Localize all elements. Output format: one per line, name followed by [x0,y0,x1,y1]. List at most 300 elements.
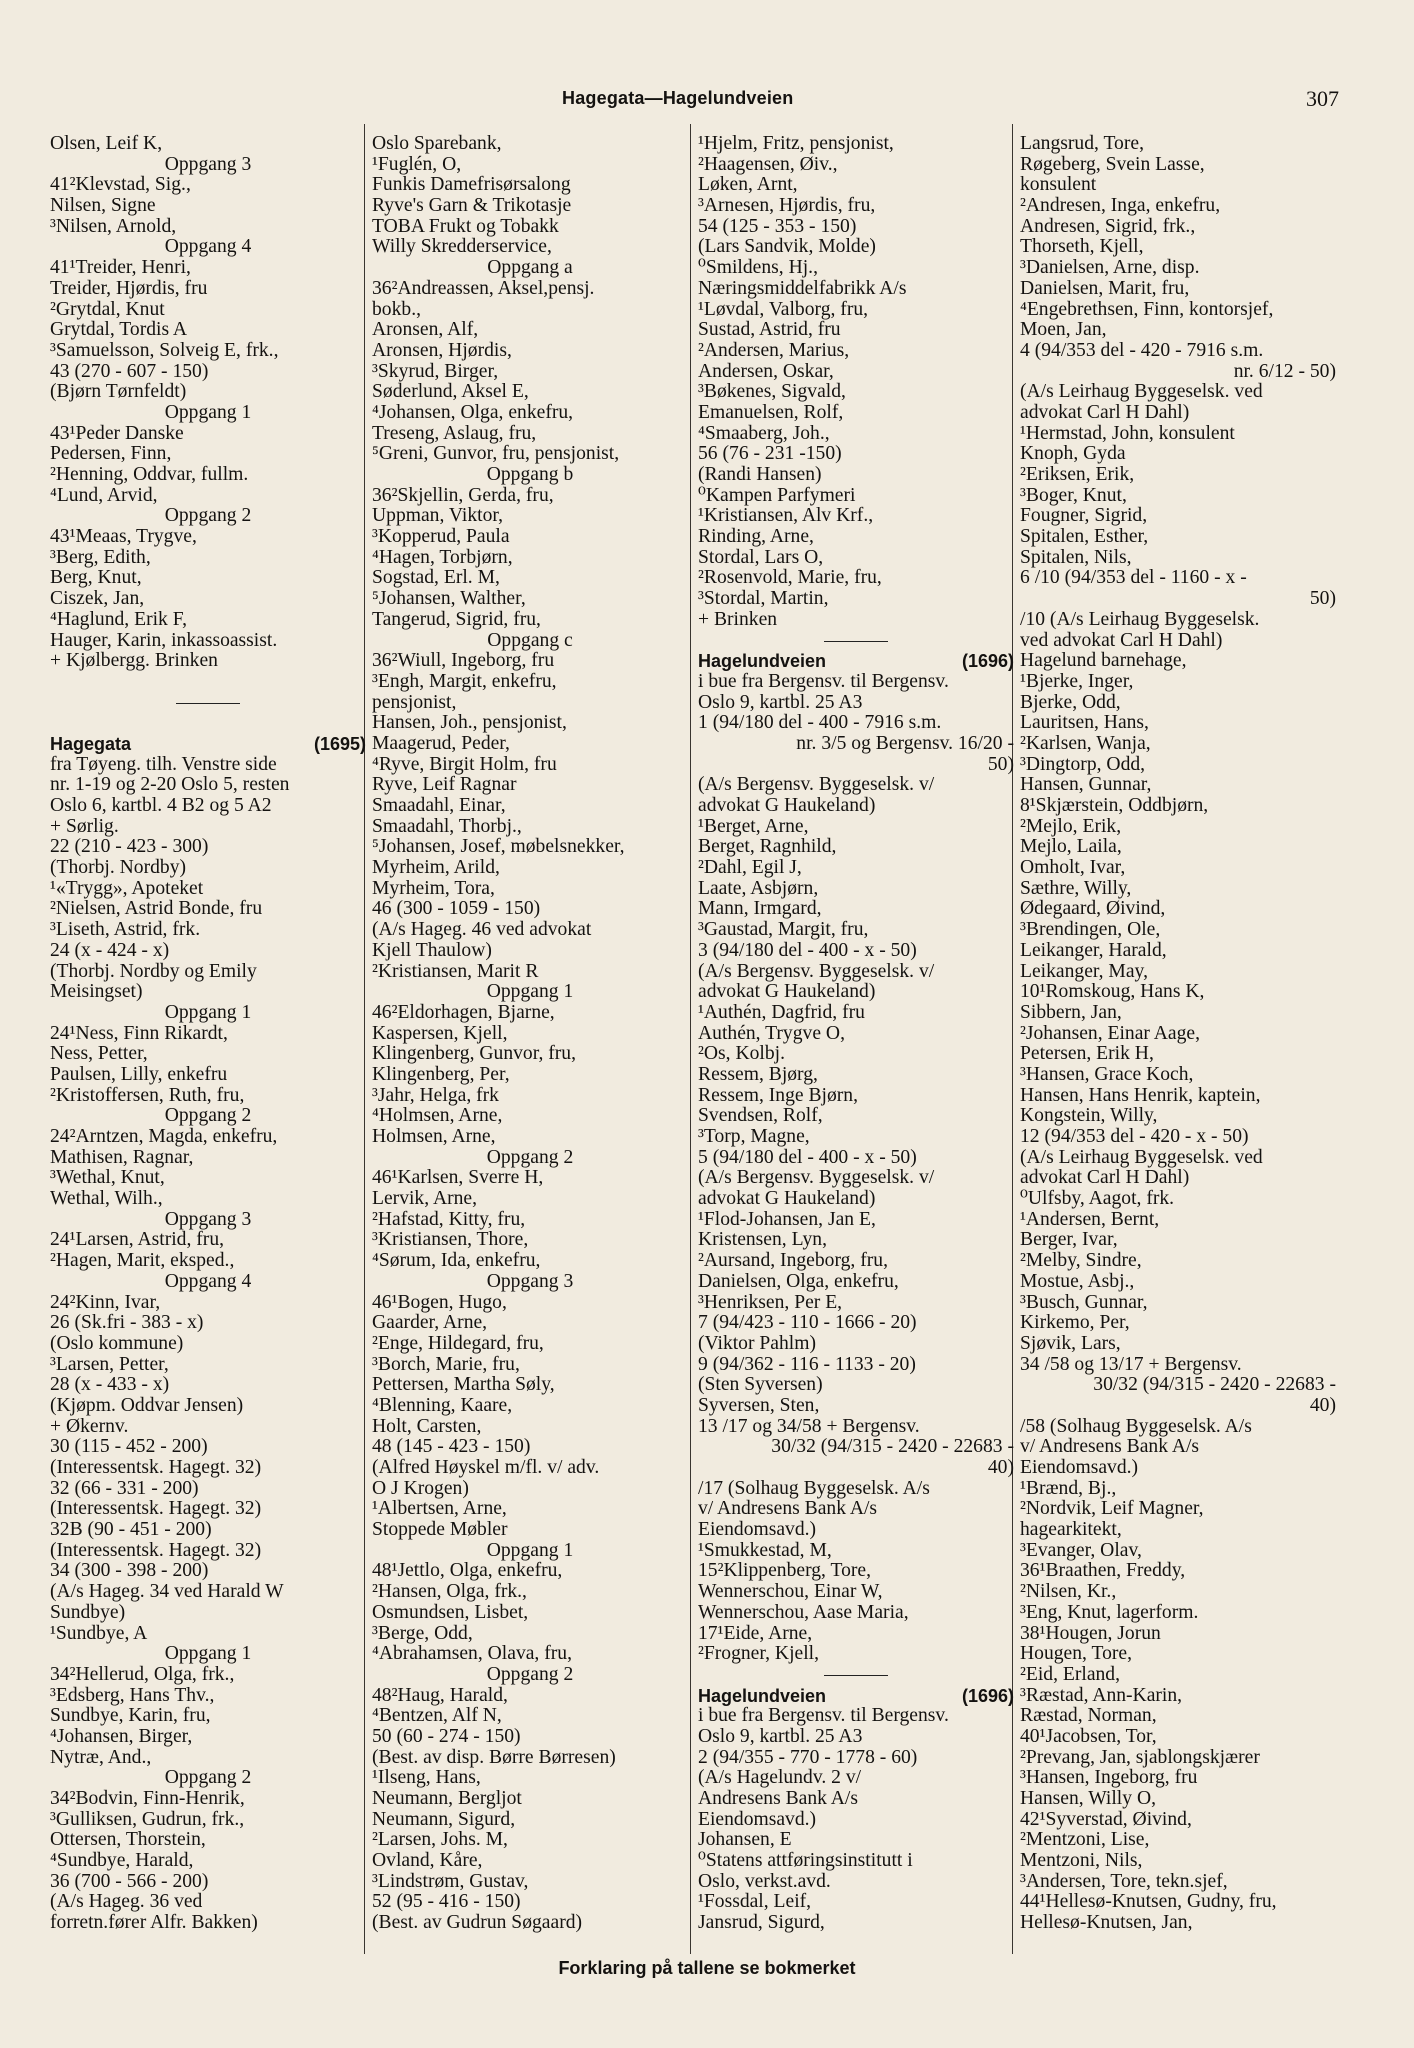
directory-line: Maagerud, Peder, [372,732,510,754]
directory-line: (Thorbj. Nordby og Emily [50,960,257,982]
directory-column-1 [50,134,366,1944]
directory-line: ²Andresen, Inga, enkefru, [1020,195,1221,217]
directory-line: Eiendomsavd.) [1020,1457,1139,1478]
directory-line: 44¹Hellesø-Knutsen, Gudny, fru, [1020,1891,1277,1913]
directory-line: Sogstad, Erl. M, [372,567,500,589]
directory-line: ²Melby, Sindre, [1020,1250,1142,1272]
directory-line: Hagelund barnehage, [1020,650,1187,672]
directory-line: ²Mejlo, Erik, [1020,815,1122,837]
directory-line: Klingenberg, Per, [372,1063,510,1085]
directory-line: pensjonist, [372,691,457,713]
directory-line: ¹Hjelm, Fritz, pensjonist, [698,134,894,154]
directory-line: Berget, Ragnhild, [698,836,837,858]
directory-line: Omholt, Ivar, [1020,857,1126,879]
directory-line: 30/32 (94/315 - 2420 - 22683 - [771,1436,1014,1458]
directory-line: Neumann, Sigurd, [372,1808,516,1830]
directory-line: ¹Løvdal, Valborg, fru, [698,298,869,320]
directory-line: ²Kristoffersen, Ruth, fru, [50,1084,245,1106]
directory-line: Kjell Thaulow) [372,939,492,961]
directory-line: hagearkitekt, [1020,1519,1122,1541]
entrance-label: Oppgang 3 [164,153,252,175]
directory-line: ³Samuelsson, Solveig E, frk., [50,339,279,361]
directory-line: 34²Bodvin, Finn-Henrik, [50,1788,245,1809]
directory-line: Løken, Arnt, [698,174,798,196]
directory-line: 34²Hellerud, Olga, frk., [50,1663,235,1685]
street-heading [698,1686,1014,1707]
directory-line: Meisingset) [50,981,143,1003]
directory-line: Bjerke, Odd, [1020,691,1121,713]
directory-line: ⁴Engebrethsen, Finn, kontorsjef, [1020,298,1274,320]
directory-line: forretn.fører Alfr. Bakken) [50,1912,258,1934]
directory-line: Berg, Knut, [50,567,142,589]
entrance-label: Oppgang 2 [164,505,252,527]
directory-line: ³Jahr, Helga, frk [372,1084,499,1106]
directory-line: ⁴Haglund, Erik F, [50,608,187,630]
directory-line: + Sørlig. [50,815,119,837]
directory-line: 41¹Treider, Henri, [50,257,191,279]
directory-line: ⁰Kampen Parfymeri [698,484,856,506]
directory-line: ¹Authén, Dagfrid, fru [698,1001,865,1023]
directory-line: bokb., [372,298,421,320]
directory-line: Knoph, Gyda [1020,443,1126,465]
directory-line: Sjøvik, Lars, [1020,1332,1121,1354]
directory-line: 48²Haug, Harald, [372,1684,508,1706]
directory-line: 41²Klevstad, Sig., [50,174,191,196]
directory-line: ³Arnesen, Hjørdis, fru, [698,195,876,217]
directory-line: (Viktor Pahlm) [698,1332,817,1354]
directory-line: Andresens Bank A/s [698,1788,859,1809]
directory-line: (A/s Hagelundv. 2 v/ [698,1767,862,1789]
directory-line: (A/s Bergensv. Byggeselsk. v/ [698,1167,935,1189]
directory-line: i bue fra Bergensv. til Bergensv. [698,1705,949,1727]
directory-line: Hauger, Karin, inkassoassist. [50,629,278,651]
directory-line: Petersen, Erik H, [1020,1043,1154,1065]
entrance-label: Oppgang 1 [486,1539,574,1561]
directory-line: ³Stordal, Martin, [698,588,829,610]
directory-line: Wennerschou, Aase Maria, [698,1601,909,1623]
entrance-label: Oppgang 2 [164,1105,252,1127]
directory-line: ²Nilsen, Kr., [1020,1581,1117,1603]
directory-line: ³Berg, Edith, [50,546,151,568]
directory-line: 24²Kinn, Ivar, [50,1291,161,1313]
directory-line: Mejlo, Laila, [1020,836,1122,858]
directory-line: 10¹Romskoug, Hans K, [1020,981,1205,1003]
directory-line: Holmsen, Arne, [372,1126,496,1147]
directory-line: Jansrud, Sigurd, [698,1912,825,1934]
directory-line: + Kjølbergg. Brinken [50,650,218,672]
directory-line: 34 /58 og 13/17 + Bergensv. [1020,1353,1242,1375]
directory-line: Røgeberg, Svein Lasse, [1020,153,1205,175]
directory-line: ²Haagensen, Øiv., [698,153,838,175]
directory-line: Neumann, Bergljot [372,1788,522,1809]
directory-line: 43 (270 - 607 - 150) [50,360,209,382]
directory-line: ³Evanger, Olav, [1020,1539,1142,1561]
entrance-label: Oppgang 1 [486,981,574,1003]
directory-line: Treseng, Aslaug, fru, [372,422,537,444]
directory-line: Spitalen, Nils, [1020,546,1132,568]
directory-line: Danielsen, Olga, enkefru, [698,1270,899,1292]
directory-line: + Økernv. [50,1415,129,1437]
directory-line: Moen, Jan, [1020,319,1107,341]
directory-line: Stordal, Lars O, [698,546,824,568]
directory-line: Stoppede Møbler [372,1519,508,1541]
directory-line: (Interessentsk. Hagegt. 32) [50,1457,262,1478]
street-name: Hagelundveien [698,651,827,672]
directory-line: ²Eriksen, Erik, [1020,464,1135,485]
directory-line: ²Andersen, Marius, [698,339,850,361]
directory-line: 40¹Jacobsen, Tor, [1020,1725,1157,1747]
directory-line: 50 (60 - 274 - 150) [372,1725,521,1747]
street-code: (1695) [313,733,366,754]
directory-line: (A/s Hageg. 34 ved Harald W [50,1581,284,1603]
directory-line: Oslo, verkst.avd. [698,1870,831,1892]
directory-line: ³Dingtorp, Odd, [1020,753,1146,775]
directory-line: Funkis Damefrisørsalong [372,174,571,196]
directory-line: advokat G Haukeland) [698,981,876,1003]
directory-line: 34 (300 - 398 - 200) [50,1560,209,1582]
directory-line: Oslo 6, kartbl. 4 B2 og 5 A2 [50,795,272,816]
directory-line: ³Danielsen, Arne, disp. [1020,257,1200,279]
directory-line: Sundbye, Karin, fru, [50,1705,211,1727]
entrance-label: Oppgang 1 [164,1643,252,1665]
directory-line: 24²Arntzen, Magda, enkefru, [50,1126,278,1147]
directory-line: (Kjøpm. Oddvar Jensen) [50,1394,244,1416]
directory-line: 28 (x - 433 - x) [50,1374,170,1396]
directory-line: Smaadahl, Thorbj., [372,815,522,837]
directory-line: 42¹Syverstad, Øivind, [1020,1808,1192,1830]
directory-line: ⁰Ulfsby, Aagot, frk. [1020,1188,1175,1210]
directory-line: /58 (Solhaug Byggeselsk. A/s [1020,1415,1252,1437]
directory-line: Myrheim, Tora, [372,877,495,899]
directory-line: Andresen, Sigrid, frk., [1020,215,1196,237]
directory-line: v/ Andresens Bank A/s [698,1498,878,1520]
directory-line: Paulsen, Lilly, enkefru [50,1063,228,1085]
directory-line: ³Hansen, Grace Koch, [1020,1063,1194,1085]
directory-line: Berger, Ivar, [1020,1229,1118,1251]
directory-line: ⁰Smildens, Hj., [698,257,818,279]
directory-line: ²Eid, Erland, [1020,1663,1121,1685]
directory-line: 32 (66 - 331 - 200) [50,1477,199,1499]
directory-line: 8¹Skjærstein, Oddbjørn, [1020,795,1209,816]
directory-line: ²Johansen, Einar Aage, [1020,1022,1200,1044]
directory-line: 30/32 (94/315 - 2420 - 22683 - [1093,1374,1336,1396]
entrance-label: Oppgang 1 [164,401,252,423]
directory-line: Danielsen, Marit, fru, [1020,277,1190,299]
directory-line: (A/s Leirhaug Byggeselsk. ved [1020,1146,1263,1168]
directory-line: ³Hansen, Ingeborg, fru [1020,1767,1198,1789]
directory-line: Kaspersen, Kjell, [372,1022,508,1044]
directory-line: ³Engh, Margit, enkefru, [372,670,557,692]
directory-line: Sæthre, Willy, [1020,877,1132,899]
directory-line: ²Prevang, Jan, sjablongskjærer [1020,1746,1260,1768]
directory-line: Fougner, Sigrid, [1020,505,1148,527]
directory-line: 4 (94/353 del - 420 - 7916 s.m. [1020,339,1264,361]
directory-line: Willy Skredderservice, [372,236,552,258]
directory-line: 50) [1309,588,1336,610]
directory-line: 46¹Karlsen, Sverre H, [372,1167,544,1189]
directory-line: ⁴Johansen, Olga, enkefru, [372,401,574,423]
directory-line: 24¹Ness, Finn Rikardt, [50,1022,228,1044]
directory-line: 7 (94/423 - 110 - 1666 - 20) [698,1312,917,1334]
directory-line: Sundbye) [50,1601,126,1623]
directory-line: ³Gulliksen, Gudrun, frk., [50,1808,245,1830]
directory-line: Wethal, Wilh., [50,1188,163,1210]
directory-line: Myrheim, Arild, [372,857,500,879]
directory-line: Eiendomsavd.) [698,1519,817,1541]
directory-line: advokat Carl H Dahl) [1020,401,1190,423]
directory-line: ³Lindstrøm, Gustav, [372,1870,529,1892]
directory-line: 54 (125 - 353 - 150) [698,215,857,237]
directory-line: Treider, Hjørdis, fru [50,277,208,299]
directory-line: 22 (210 - 423 - 300) [50,836,209,858]
directory-line: ⁴Hagen, Torbjørn, [372,546,513,568]
directory-line: advokat Carl H Dahl) [1020,1167,1190,1189]
directory-column-3 [698,134,1014,1944]
directory-line: ¹Berget, Arne, [698,815,809,837]
entrance-label: Oppgang 3 [164,1208,252,1230]
directory-line: (Bjørn Tørnfeldt) [50,381,187,403]
directory-line: (A/s Bergensv. Byggeselsk. v/ [698,774,935,796]
directory-line: 40) [987,1457,1014,1478]
directory-line: ³Boger, Knut, [1020,484,1127,506]
directory-line: Lervik, Arne, [372,1188,478,1210]
directory-line: ²Enge, Hildegard, fru, [372,1332,544,1354]
directory-line: ²Hafstad, Kitty, fru, [372,1208,526,1230]
directory-line: Wennerschou, Einar W, [698,1581,883,1603]
directory-line: ²Aursand, Ingeborg, fru, [698,1250,888,1272]
directory-line: ²Dahl, Egil J, [698,857,802,879]
directory-line: Nytræ, And., [50,1746,152,1768]
directory-line: ³Andersen, Tore, tekn.sjef, [1020,1870,1228,1892]
directory-line: ⁴Holmsen, Arne, [372,1105,503,1127]
page-number: 307 [1306,86,1339,111]
directory-line: 46¹Bogen, Hugo, [372,1291,507,1313]
directory-line: 46 (300 - 1059 - 150) [372,898,541,920]
directory-line: (A/s Bergensv. Byggeselsk. v/ [698,960,935,982]
directory-line: ³Kopperud, Paula [372,526,510,548]
directory-line: Søderlund, Aksel E, [372,381,529,403]
directory-line: 3 (94/180 del - 400 - x - 50) [698,939,917,961]
directory-line: ³Eng, Knut, lagerform. [1020,1601,1199,1623]
directory-line: Oslo 9, kartbl. 25 A3 [698,691,863,713]
directory-line: Mostue, Asbj., [1020,1270,1135,1292]
entrance-label: Oppgang 3 [486,1270,574,1292]
section-rule [50,693,366,714]
street-code: (1696) [961,1685,1014,1706]
directory-line: ⁴Ryve, Birgit Holm, fru [372,753,557,775]
entrance-label: Oppgang 2 [486,1146,574,1168]
directory-line: Laate, Asbjørn, [698,877,819,899]
directory-line: 36¹Braathen, Freddy, [1020,1560,1186,1582]
directory-line: Olsen, Leif K, [50,134,163,154]
directory-line: Kristensen, Lyn, [698,1229,827,1251]
section-rule [698,1665,1014,1686]
directory-line: (Sten Syversen) [698,1374,823,1396]
directory-line: 38¹Hougen, Jorun [1020,1622,1161,1644]
street-name: Hagegata [50,733,132,754]
directory-line: ¹Andersen, Bernt, [1020,1208,1160,1230]
directory-line: nr. 6/12 - 50) [1233,360,1336,382]
directory-line: Authén, Trygve O, [698,1022,845,1044]
directory-line: 56 (76 - 231 -150) [698,443,842,465]
directory-line: 13 /17 og 34/58 + Bergensv. [698,1415,920,1437]
directory-line: ³Brendingen, Ole, [1020,919,1161,941]
directory-line: 36²Skjellin, Gerda, fru, [372,484,554,506]
directory-line: (Thorbj. Nordby) [50,857,187,879]
directory-line: ²Frogner, Kjell, [698,1643,819,1665]
directory-line: 48¹Jettlo, Olga, enkefru, [372,1560,563,1582]
directory-line: Sibbern, Jan, [1020,1001,1122,1023]
section-rule [698,631,1014,652]
directory-line: Aronsen, Alf, [372,319,479,341]
directory-line: 1 (94/180 del - 400 - 7916 s.m. [698,712,942,734]
directory-line: 48 (145 - 423 - 150) [372,1436,531,1458]
directory-line: ⁴Sundbye, Harald, [50,1850,194,1872]
directory-line: nr. 1-19 og 2-20 Oslo 5, resten [50,774,290,796]
directory-line: 46²Eldorhagen, Bjarne, [372,1001,555,1023]
directory-line: 32B (90 - 451 - 200) [50,1519,212,1541]
directory-line: ²Mentzoni, Lise, [1020,1829,1150,1851]
directory-line: Ottersen, Thorstein, [50,1829,206,1851]
directory-line: ⁰Statens attføringsinstitutt i [698,1850,913,1872]
directory-line: Ovland, Kåre, [372,1850,483,1872]
directory-line: ³Kristiansen, Thore, [372,1229,529,1251]
directory-column-4 [1020,134,1336,1944]
directory-line: Svendsen, Rolf, [698,1105,823,1127]
directory-line: ²Hansen, Olga, frk., [372,1581,527,1603]
directory-line: ⁵Greni, Gunvor, fru, pensjonist, [372,443,620,465]
directory-line: ¹Brænd, Bj., [1020,1477,1117,1499]
directory-line: ²Larsen, Johs. M, [372,1829,508,1851]
directory-line: (Best. av Gudrun Søgaard) [372,1912,583,1934]
directory-line: Tangerud, Sigrid, fru, [372,608,541,630]
directory-line: ²Rosenvold, Marie, fru, [698,567,882,589]
directory-line: 15²Klippenberg, Tore, [698,1560,872,1582]
directory-line: 24¹Larsen, Astrid, fru, [50,1229,225,1251]
page-title: Hagegata—Hagelundveien [562,88,794,108]
directory-line: ³Bøkenes, Sigvald, [698,381,846,403]
directory-column-2 [372,134,688,1944]
page-footer: Forklaring på tallene se bokmerket [558,1958,856,1978]
directory-line: ³Nilsen, Arnold, [50,215,177,237]
directory-line: ¹Flod-Johansen, Jan E, [698,1208,876,1230]
directory-line: Ryve, Leif Ragnar [372,774,517,796]
directory-line: 40) [1309,1394,1336,1416]
directory-line: Grytdal, Tordis A [50,319,188,341]
directory-line: Ness, Petter, [50,1043,148,1065]
directory-line: ⁴Lund, Arvid, [50,484,158,506]
directory-line: Pedersen, Finn, [50,443,172,465]
directory-line: 17¹Eide, Arne, [698,1622,813,1644]
directory-line: 24 (x - 424 - x) [50,939,170,961]
directory-line: ³Borch, Marie, fru, [372,1353,520,1375]
directory-line: Andersen, Oskar, [698,360,834,382]
entrance-label: Oppgang a [487,257,573,279]
directory-line: ⁴Abrahamsen, Olava, fru, [372,1643,572,1665]
directory-line: Ryve's Garn & Trikotasje [372,195,572,217]
directory-line: Hougen, Tore, [1020,1643,1132,1665]
street-heading [698,651,1014,672]
directory-line: ²Nordvik, Leif Magner, [1020,1498,1204,1520]
directory-line: ²Os, Kolbj. [698,1043,785,1065]
directory-line: (A/s Hageg. 46 ved advokat [372,919,592,941]
directory-line: Emanuelsen, Rolf, [698,401,844,423]
directory-line: 36²Wiull, Ingeborg, fru [372,650,555,672]
directory-line: 50) [987,753,1014,775]
directory-line: Næringsmiddelfabrikk A/s [698,277,907,299]
directory-line: ¹Kristiansen, Alv Krf., [698,505,874,527]
directory-line: ⁴Smaaberg, Joh., [698,422,830,444]
directory-line: Syversen, Sten, [698,1394,820,1416]
directory-line: (A/s Hageg. 36 ved [50,1891,203,1913]
directory-line: ³Busch, Gunnar, [1020,1291,1148,1313]
directory-line: Rinding, Arne, [698,526,814,548]
directory-line: (Interessentsk. Hagegt. 32) [50,1498,262,1520]
directory-line [50,713,366,734]
directory-line: ¹Hermstad, John, konsulent [1020,422,1235,444]
directory-line: nr. 3/5 og Bergensv. 16/20 - [796,732,1014,754]
directory-line: ²Grytdal, Knut [50,298,165,320]
directory-line: ³Henriksen, Per E, [698,1291,843,1313]
directory-line: Ræstad, Norman, [1020,1705,1157,1727]
directory-line: 26 (Sk.fri - 383 - x) [50,1312,204,1334]
directory-line: 43¹Peder Danske [50,422,184,444]
directory-line: Mann, Irmgard, [698,898,822,920]
directory-line: advokat G Haukeland) [698,795,876,816]
directory-line: Johansen, E [698,1829,792,1851]
directory-line: ⁴Johansen, Birger, [50,1725,193,1747]
directory-line: Leikanger, May, [1020,960,1148,982]
directory-line: Leikanger, Harald, [1020,939,1167,961]
directory-line: 9 (94/362 - 116 - 1133 - 20) [698,1353,916,1375]
entrance-label: Oppgang 4 [164,1270,252,1292]
directory-line: ved advokat Carl H Dahl) [1020,629,1223,651]
directory-line: + Brinken [698,608,778,630]
directory-line: Ressem, Bjørg, [698,1063,818,1085]
directory-line: ⁴Bentzen, Alf N, [372,1705,502,1727]
directory-line: i bue fra Bergensv. til Bergensv. [698,670,949,692]
directory-line: v/ Andresens Bank A/s [1020,1436,1200,1458]
entrance-label: Oppgang b [486,464,574,485]
directory-line: ⁴Sørum, Ida, enkefru, [372,1250,541,1272]
directory-line: Osmundsen, Lisbet, [372,1601,529,1623]
directory-line: ²Karlsen, Wanja, [1020,732,1151,754]
page-header [0,88,1414,116]
directory-line: 52 (95 - 416 - 150) [372,1891,521,1913]
directory-line: Thorseth, Kjell, [1020,236,1144,258]
directory-line: ²Nielsen, Astrid Bonde, fru [50,898,263,920]
directory-line: ³Ræstad, Ann-Karin, [1020,1684,1183,1706]
directory-line: O J Krogen) [372,1477,469,1499]
directory-line: Holt, Carsten, [372,1415,482,1437]
street-name: Hagelundveien [698,1685,827,1706]
directory-line: /17 (Solhaug Byggeselsk. A/s [698,1477,930,1499]
directory-line: ³Liseth, Astrid, frk. [50,919,201,941]
directory-line: ³Larsen, Petter, [50,1353,169,1375]
directory-line: (Best. av disp. Børre Børresen) [372,1746,616,1768]
directory-line: Hansen, Willy O, [1020,1788,1156,1809]
directory-line: Klingenberg, Gunvor, fru, [372,1043,577,1065]
directory-line: ²Kristiansen, Marit R [372,960,539,982]
entrance-label: Oppgang 1 [164,1001,252,1023]
directory-line: 36²Andreassen, Aksel,pensj. [372,277,595,299]
directory-line: ¹Albertsen, Arne, [372,1498,507,1520]
directory-line: advokat G Haukeland) [698,1188,876,1210]
directory-line: ⁵Johansen, Walther, [372,588,526,610]
directory-line: Langsrud, Tore, [1020,134,1144,154]
directory-line: 12 (94/353 del - 420 - x - 50) [1020,1126,1249,1147]
directory-line: Sustad, Astrid, fru [698,319,841,341]
